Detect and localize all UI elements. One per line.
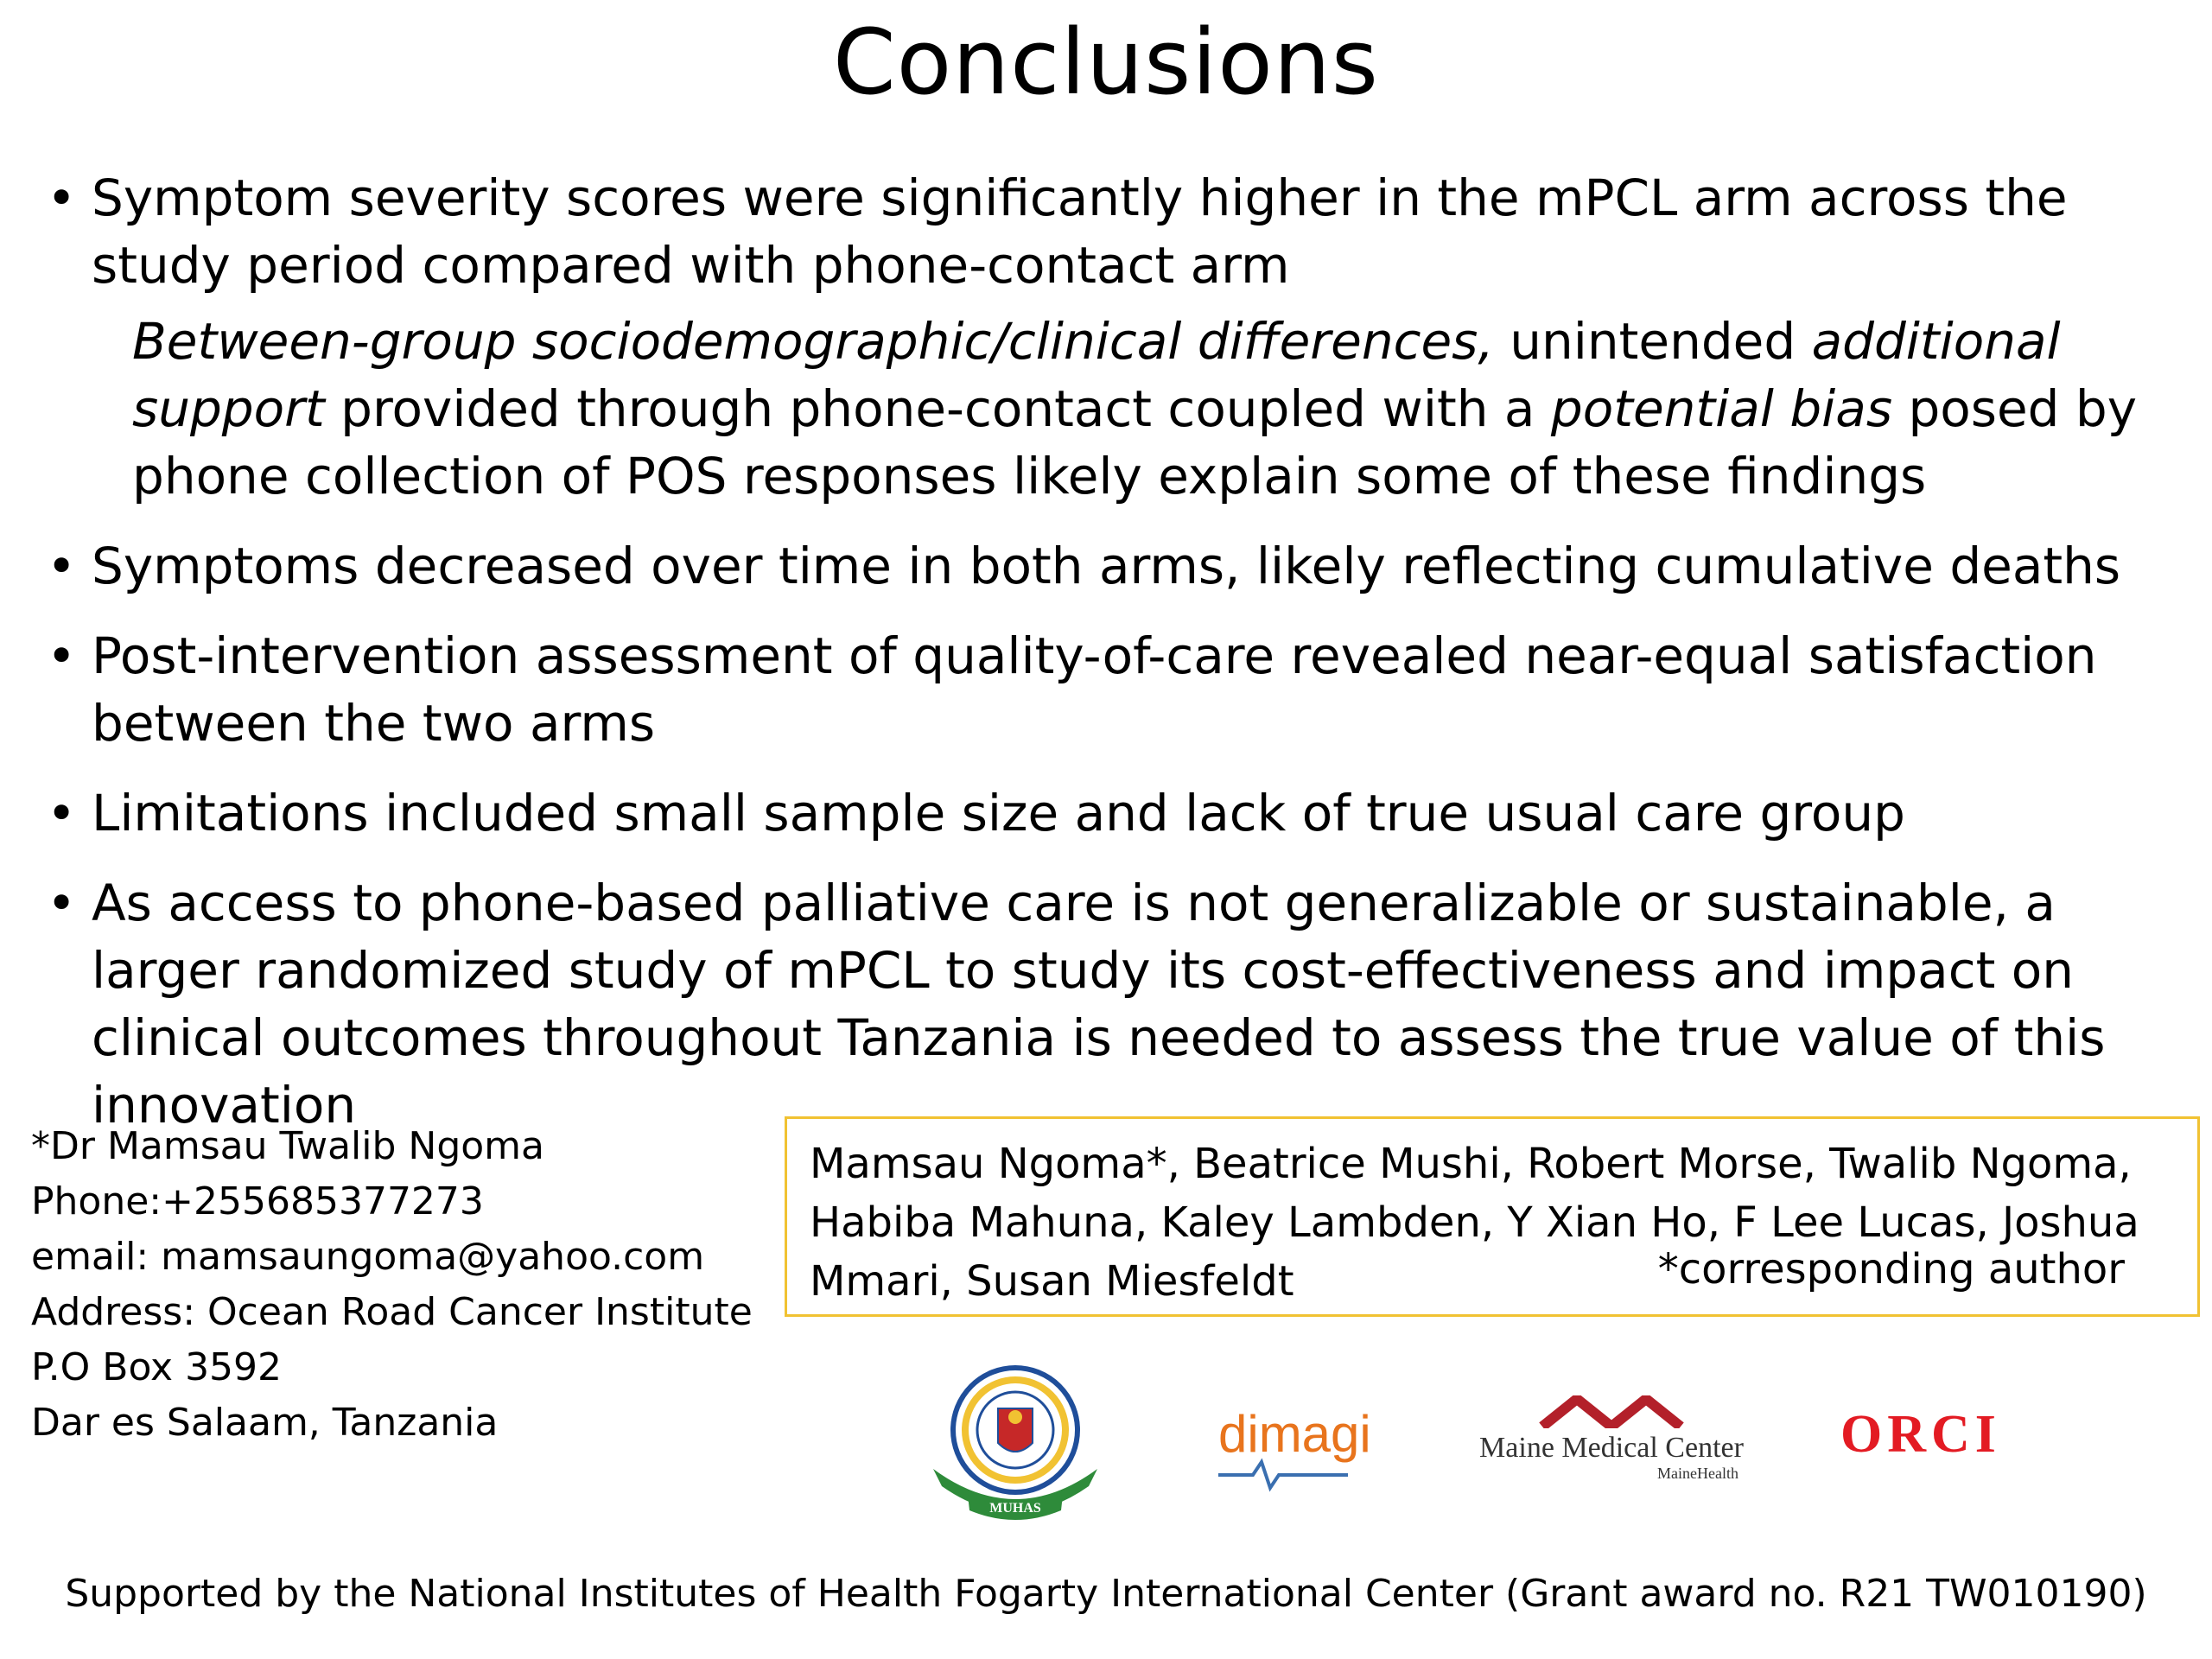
contact-phone: Phone:+255685377273 [31,1179,484,1224]
bullet-text: Symptom severity scores were significantly higher in the mPCL arm across the study period compared with phone-contact arm [92,168,2068,295]
contact-po-box: P.O Box 3592 [31,1345,283,1389]
dimagi-logo-text: dimagi [1218,1405,1371,1463]
bullet-text: Symptoms decreased over time in both arms, likely reflecting cumulative deaths [92,537,2121,595]
contact-block [31,1119,753,1451]
muhas-logo [916,1357,1115,1529]
sub-point [43,308,2177,510]
sub-point-text: provided through phone-contact coupled with a [324,379,1551,438]
bullet-marker: • [47,874,77,932]
bullet-marker: • [47,168,77,227]
bullet-item [43,779,2177,847]
logo-row [907,1357,2160,1529]
muhas-logo-text: MUHAS [989,1501,1041,1516]
slide-title: Conclusions [833,10,1379,115]
sub-point-italic: Between-group sociodemographic/clinical differences, [132,312,1494,371]
bullet-item [43,532,2177,600]
contact-city: Dar es Salaam, Tanzania [31,1401,499,1445]
sub-point-italic: additional support [132,312,2061,438]
bullet-marker: • [47,537,77,595]
bullet-item [43,622,2177,757]
bullet-text: Limitations included small sample size and lack of true usual care group [92,784,1905,842]
bullet-marker: • [47,626,77,685]
dimagi-logo [1218,1404,1371,1464]
orci-logo: ORCI [1840,1405,2001,1464]
bullet-text: Post-intervention assessment of quality-of-care revealed near-equal satisfaction between the two arms [92,626,2097,753]
contact-name: *Dr Mamsau Twalib Ngoma [31,1124,544,1168]
bullet-marker: • [47,784,77,842]
bullet-item [43,869,2177,1139]
contact-email: email: mamsaungoma@yahoo.com [31,1235,705,1279]
bullet-item [43,164,2177,299]
sub-point-text: unintended [1493,312,1812,371]
contact-address: Address: Ocean Road Cancer Institute [31,1290,753,1334]
corresponding-author-note: *corresponding author [1657,1245,2125,1294]
authors-box [785,1116,2200,1317]
sub-point-text: posed by phone collection of POS responses likely explain some of these findings [132,379,2138,505]
conclusion-list [43,164,2177,1139]
maine-medical-logo [1469,1395,1754,1483]
author-list: Mamsau Ngoma*, Beatrice Mushi, Robert Morse, Twalib Ngoma, Habiba Mahuna, Kaley Lambden, Y Xian Ho, F Lee Lucas, Joshua Mmari, Susan Miesfeldt [810,1140,2139,1306]
bullet-text: As access to phone-based palliative care is not generalizable or sustainable, a larger randomized study of mPCL to study its cost-effectiveness and impact on clinical outcomes throughout Tanzania is needed to assess the true value of this innovation [92,874,2106,1135]
sub-point-italic: potential bias [1550,379,1893,438]
maine-medical-text: Maine Medical Center [1479,1432,1744,1464]
maine-health-text: MaineHealth [1657,1465,1738,1482]
funding-footer: Supported by the National Institutes of Health Fogarty International Center (Grant award no. R21 TW010190) [65,1572,2147,1616]
